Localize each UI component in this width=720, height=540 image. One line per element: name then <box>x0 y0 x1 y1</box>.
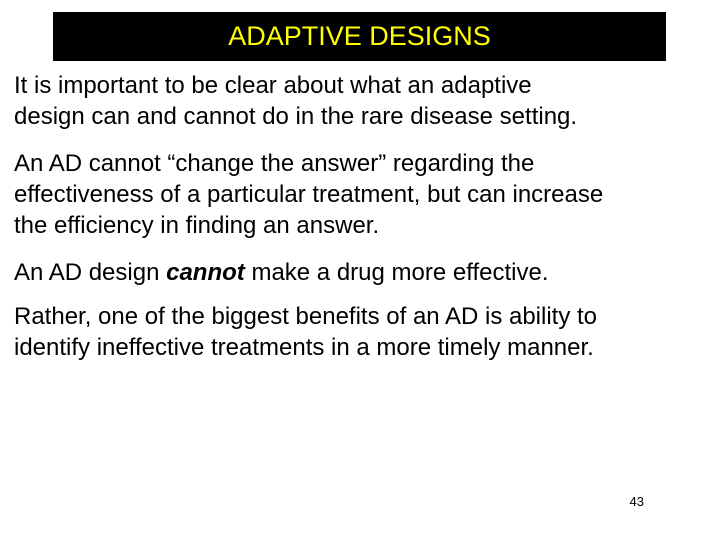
slide-title: ADAPTIVE DESIGNS <box>228 21 491 51</box>
paragraph-line: identify ineffective treatments in a more timely manner. <box>14 334 594 361</box>
paragraph-line: It is important to be clear about what an adaptive <box>14 72 532 99</box>
paragraph-line: design can and cannot do in the rare disease setting. <box>14 103 578 130</box>
page-number: 43 <box>629 494 644 509</box>
slide-body <box>14 70 714 379</box>
paragraph-benefits <box>14 301 714 363</box>
paragraph-text-after: make a drug more effective. <box>244 259 549 286</box>
emphasis-cannot: cannot <box>166 259 245 286</box>
paragraph-adaptive-design-scope <box>14 70 714 132</box>
title-bar <box>53 12 666 61</box>
paragraph-line: Rather, one of the biggest benefits of an AD is ability to <box>14 303 598 330</box>
paragraph-cannot-change-answer <box>14 148 714 241</box>
paragraph-cannot-make-effective <box>14 257 714 288</box>
paragraph-line: An AD cannot “change the answer” regarding the <box>14 150 535 177</box>
paragraph-line: the efficiency in finding an answer. <box>14 212 380 239</box>
paragraph-text-before: An AD design <box>14 259 167 286</box>
paragraph-line: effectiveness of a particular treatment, but can increase <box>14 181 604 208</box>
